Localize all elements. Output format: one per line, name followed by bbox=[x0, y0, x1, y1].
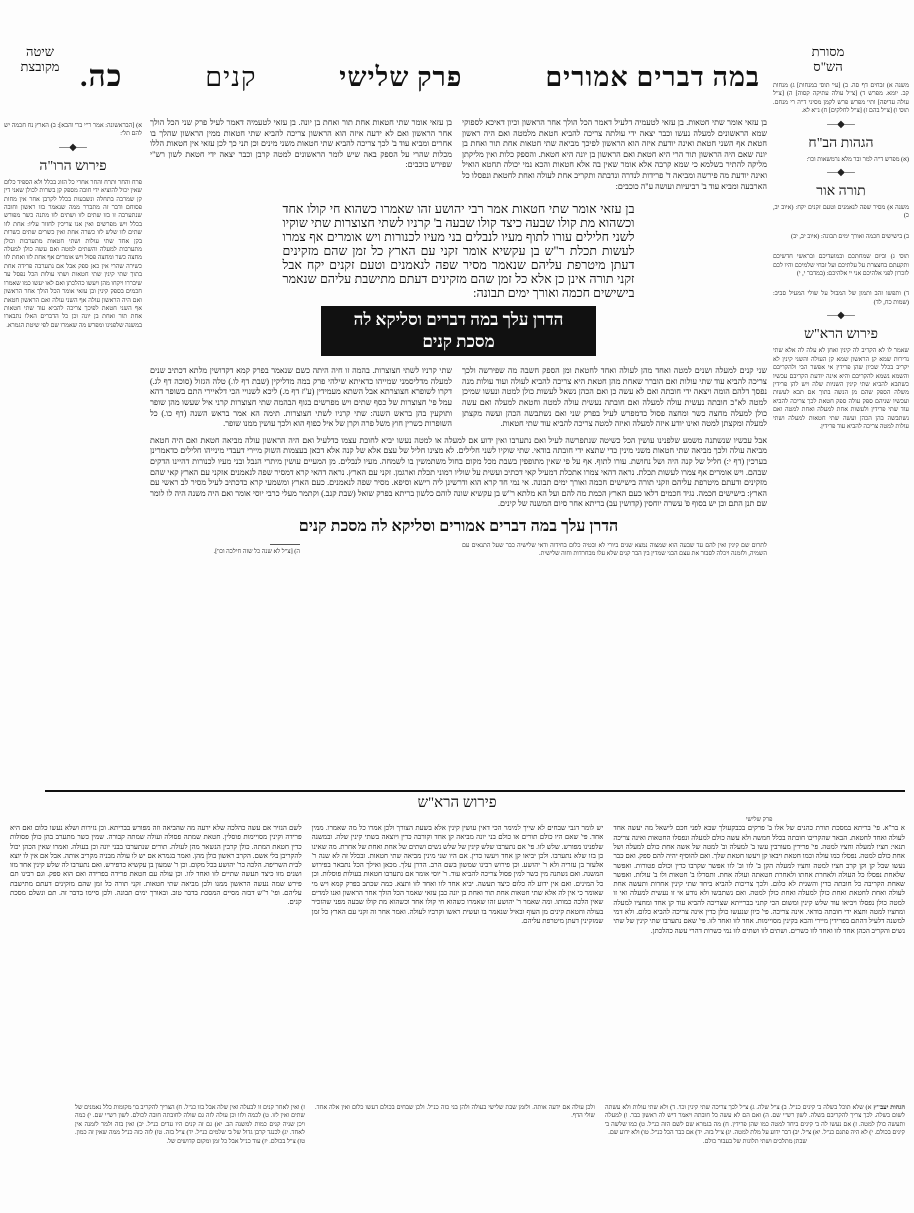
rosh-sidebar-text: שאמר לו לא הקריב לה קינין ואחן לא עלה לה אלא שתי נדירות שמא קן הראשון שמא קן העולה והשני קינין לא יקריב בכלל שכיון שהן פרידין אי אפשר הבי ולהקריבם והשמא נשמא להקריבם והיא אינה יודעת הקריבם עכשיו כשתבא להביא שתי קינין השניות שלה ויש להן פרידין משלה הספק שהם מן הנשה בתוך אם תבא לעשות ועכשיו שניהם ספק עולה ספק חטאת לכך צריכה להביא עוד שתי פרידין ולעשות אחת למעלה ואחת למטה ואם נשתבשה בהן הכהן ועשה שתי חטאות למעלה ושתי עולות למטה צריכה להביא עוד פרידין. bbox=[773, 347, 909, 430]
commentary-full-width: אבל עכשיו שנשתנה משמע שלפנינו עושין הכל כשיטה שנתפרשה לעיל ואם נתערבו ואין ידוע אם למעלה או למטה נעשו יביא לחובת עצמו כדלעיל ואם היה הראשון עולה מביאה חטאת ואם היה חטאת מביאה עולה ולכך מביאה שתי חטאות משני מינין כדי שתצא ידי חובתה בודאי. שתי שוקיו לשני חלילים. לא מצינו חליל של עצם אלא של קנה אלא דכאן בעצמות השוק מיירי דעבדי מינייהו חלילים כדאמרינן בערכין (דף י:) חליל של קנה היה ושל נחושת. עורו לתוף. אף על פי שאין מתופפין בשבת מכל מקום בחול משתמשין בו לשמחה. מעיו לנבלים. מן המעיים עושין מיתרי הנבל ובני מעיו לכנורות דהיינו הדקים שבהם. ויש אומרים אף צמרו לעשות תכלת. נראה דהאי צמרו אתכלת דמעיל קאי דכתיב ועשית על שוליו רמוני תכלת וארגמן. זקני עם הארץ. נראה דהאי קרא דמסיר שפה לנאמנים אזקני עם הארץ קאי שהם מזקינים ודעתם מיטרפת עליהם וזקני תורה בישישים חכמה ואורך ימים תבונה. אי נמי חד קרא הוא ודרשינן ליה רישא וסיפא. מסיר שפה לנאמנים. כעם הארץ ומשמעי קרא כדכתיב לעיל מסיר לב ראשי עם הארץ: בישישים חכמה. נגיד חכמים דלאו כעם הארץ הכמת מה להם ועל הא מלתא ר"ש בן עקשיא שונה לוהם כלשון בריתא בפרק שואל (שבת קנב.) וקתמר מעלי כרבי יוסי אומר ואם היה משנה היה לו לומר שם תנן התם וכן יש בסוף פ' עשרה יוחסין (קדושין עב) בריתא אחר סיום המשנה של קינים. bbox=[150, 435, 767, 509]
ornament-divider: ―◆― bbox=[827, 167, 855, 179]
ornament-divider: ―◆― bbox=[59, 141, 87, 153]
hadran-line-2: מסכת קנים bbox=[422, 332, 495, 352]
footnote-center-left-wrap bbox=[150, 542, 300, 559]
left-sidebar bbox=[4, 122, 142, 330]
shita-label-line2: מקובצת bbox=[20, 59, 60, 74]
commentary-left-mid: שתי קרניו לשתי חצוצרות. בהמה זו חיה היתה כשם שנאמר בפרק קמא דקדושין מלתא דכתיב שנים למעלה מדליסמני שמייהו כדאיתא שילהי פרק במה מדליקין (שבת דף לו.) טלה הגזול (סוכה דף לג.) דקרו לשופרא חצוצרתא אבל השתא מעמידין (ע"ז דף מ.) ליכא לשנויי הכי דלאיירי התם בשופר דהא עמל פי' חצוצרות של כסף שתים ויש מפרשים בגוף הבהמה שתי חצוצרות קרני איל שעשו מהן שופר ותוקעין בהן בראש השנה: שתי קרניו לשתי חצוצרות. תימה הא אמר בראש השנה (דף כו.) כל השופרות כשרין חוץ משל פרה וקרן של איל כפוף הוא ולכך עושין ממנו שופר. bbox=[150, 366, 452, 429]
torah-or-title: תורה אור bbox=[816, 184, 866, 200]
perush-title: פירוש הרו"ה bbox=[39, 158, 107, 174]
mid-commentaries bbox=[150, 366, 767, 430]
yaavetz-notes-body bbox=[605, 1104, 905, 1138]
footnotes-left: ז) ואין לאחר קנים זו לבעלה ואין שלה אבל בזו כנ"ל. ח) הצריך להקריב בו' מקומות כלל נאמנים של שתים ואין לזו. ט) לכמה ולזו וכן עולה לזה גם שולה לחובתה חובה לכולם. לשון רש"י שם. י) כמה ויכן שניה קנים כמות למשנה הב. יא) גם זה קנים היו עדים כנ"ל. יב) ואין בזה ולמר לזמנה אין לאחד. יג) לכנגד קרבן גדול של ב' שלמים כנ"ל. יד) צ"ל בזה. טו) לזה כזה כנ"ל ממה שאין זה כמון. טז) צ"ל בכולם. יז) עוד כנ"ל אבל כל זמן ומקום קדושים של. bbox=[75, 1104, 305, 1145]
shita-label-line1: שיטה bbox=[26, 44, 54, 59]
commentary-left-top: בן עזאי אומר שתי חטאות אחת תור ואחת בן יונה. בן עזאי לטעמיה דאמר לעיל פרק שני הכל הולך אחר הראשון ואם לא ידעה איזה הוא הראשון צריכה להביא שתי חטאות ממין הראשון שהלך בו אחרים ומביא עוד ב' לכך צריכה להביא שתי חטאות משני מינים וכן תני כך לכן עזאי אין חטאות הללו מכלות שהרי על הספק באה שיש לומר הראשונים למטה קרבן וכבר יצאה ידי חטאת לשון רש"י שפירש כוכבים: bbox=[150, 118, 452, 170]
torah-or-text: ד) ותפשו זהב ותמון של המבול על שולי המעיל סביב: (שמות כח, לד) bbox=[773, 290, 909, 306]
rosh-column-left: לשם הנזיר אם עשה כהלכה שלא ידעה מה שהביאה וזה מפורש בבריתא. וכן נזירות ושלא נעשו כלום ואם היא פרידה וקינין מסויימות פוסלין. חטאת שמתה פסולה ועולה שמתה קבורה. שמין כשר מתערב בהן כולן פסולות כדין חטאת המתה. כולן קרבין הנשאר מהן לעולה. תורים שנתערבו בבני יונה וכן בעולה. ואמרו שאין הכהן יכול להקריבן בלי אשם. הקרב ראשון כולן מהן. ואמר בגמרא אם יש לו עולה מבניה מקריב אותה. אבל אם אין לו יוצא לבית השריפה. הלכה כר' יהושע בכל מקום. וכן ר' שמעון בן עקשיא כדפירש. ואם נתערבו לה שלש קינין אחד מזו ושנים מזו כיצד תעשה שתיים לזו ואחד לזו. וכן עולה עם חטאת פרידה בפרידה ואם הוא ספק. וגם רבינו תם פירש שמה נעשה הראשון ממנו ולכן מביאה שתי חטאות. זקני תורה כל זמן שהם מזקינים דעתם מתישבת עליהם. ופי' ר"ש דבזה מסיים המסכת בדבר טוב. ובאורך ימים תבונה. ולכן סיימו בדבר זה. תם ונשלם מסכת קנים. bbox=[9, 824, 302, 907]
hadran-bottom: הדרן עלך במה דברים אמורים וסליקא לה מסכת קנים bbox=[298, 517, 619, 535]
page-header bbox=[80, 60, 760, 94]
masoret-label-line1: מסורת bbox=[811, 44, 845, 59]
ornament-divider: ―◆― bbox=[827, 118, 855, 130]
yaavetz-notes bbox=[605, 1104, 905, 1146]
commentary-right-top: בן עזאי אומר שתי חטאות. בן עזאי לטעמיה דלעיל דאמר הכל הולך אחר הראשון וכיון דאיכא לספוקי שמא הראשונים למעלה נעשו וכבר יצאה ידי עולתה צריכה להביא חטאת מלמטה ואם היה ראשון חטאת אף השני חטאת ואינה יודעת איזה הוא הראשון לפיכך מביאה שתי חטאות אחת תור ואחת בן יונה שאם היה הראשון תור הרי היא חטאת ואם הראשון בן יונה היא חטאת. והספק כלות ואין מליקתן מליקה להתיר בשלמא כי שמא קרבה אלא אומר שאין בה אלא חטאות והכא נמי יכולה תחטא הואיל ואינה יודעת מה פירשה ומביאה ד' פרידות לנדרה ונדבתה ותקריב אחת לעולה ואחת לחטאת ונפסלו כל הארבעה ומביא עוד ב' רביעיות ועושה ע"ה כוכבים: bbox=[462, 118, 767, 191]
torah-or-text: תוס' ג) וביום שמחתכם ובמועדיכם ובראשי חדשיכם ותקעתם בחצצרת על עלתיכם ועל זבחי שלמיכם והיו לכם לזכרון לפני אלהיכם אני יי אלהיכם: (במדבר י, י) bbox=[773, 253, 909, 278]
rosh-sidebar-title: פירוש הרא"ש bbox=[804, 327, 878, 343]
right-sidebar bbox=[773, 82, 909, 431]
rosh-title: פירוש הרא"ש bbox=[417, 795, 497, 811]
footnote-center-right: לתרום שם קינין ואין להם עד שבעה הוא שמצוה נמצא שנים ביורי לא ובטיה כלום בחידוה ודאי שלישיה כבר שעל התנאים עם השמיה, ולזמנה ויכלה לסבור את עצם הבני שמדין בין הבר קנים שלא עלו מבחרדות וחוה שלישית. bbox=[462, 541, 767, 558]
yaavetz-last-line: שבתן מתלכים ושתי תלונות של בעבור כולם. bbox=[703, 1137, 807, 1145]
masoret-label-line2: הש"ס bbox=[813, 59, 843, 74]
shita-notes: א) [הבראשונה: אמר ר"י בר' והבא]: ב) הארץ נח חכמה יש להם תל': bbox=[4, 122, 142, 138]
perek-label: פרק שלישי bbox=[339, 62, 463, 92]
rosh-column-right-text: א בר"א. פי' בריתא במסכת תורת כהנים של אלו ב' פרקים בכבקעולך שבא לפני חכם לישאל מה יעשה אחד לעולה ואחד לחטאת. הבאר שהקריבו חובתה בכלל חמשה ולא עשה כולם למעלה ונפסלו החטאות ואינה צריכה תנאי: חציו למעלה וחציו למטה. פי' פרידין מעורבין עשו ב' למעלה וב' למטה של אשה אחת כולם למעלה ושל אחת כולם למטה. נפסלו כמו עולה וכמו חטאת ויבאו קן ויעשו חטאת שלך. ואם להוסיף יהיה להם ספק. ואם כבר נעשו שבל קן וקן קרב חציו למטה וחציו למעלה הקן ב' לזו וב' לזו אפשר שקרבו כדין וכולם פטורות. ואפשר שלאחת נפסלו כל העולה ולאחרת אחתו ולאחרת חטאתה ועולה אחת. ותסרלו ב' חטאות ולו ב' עולות. ואפשר שאחת הקריבה כל חובתה כדין והשנית לא כלום. ולכך צריכות להביא ביחד שתי קינין אחרות ותעשה אחת לעולה ואחת לחטאת ואחת כולן למעלה ואחת כולן למטה. ואם נשתבשו ולא נודע אי זו נעשית למעלה ואי זו למטה כולן נפסלו ויביאו עוד שלש קינין ומשום הכי קתני בברייתא שצריכה להביא עוד קן אחד ומחציו למעלה ומחציו למטה ותצא ידי חובתה בודאי. אינה צריכה. פי' כיון שנעשו כולן כדין אינה צריכה להביא כלום. ולא דמי למשנה דלעיל דהתם בפרידין מיירי והכא בקינין מסויימות. אחד לזו ואחד לזו. פי' שאם נתערבו שתי קינין של שתי נשים והקריב הכהן אחד לזו ואחד לזו כשרים. ושתים לזו ושתים לזו נמי כשרות דהרי עשה כהלכתן. bbox=[613, 824, 905, 935]
footnote-center-left: ה) [צ"ל לא שנה כל שזה חילכה וכו']. bbox=[213, 547, 300, 555]
rosh-perek-heading: פרק שלישי bbox=[745, 816, 773, 823]
hagahot-habach-text: (א) מפרש ד"ה למר ובר מלא נרמשאות וכו': bbox=[806, 155, 909, 163]
rosh-column-middle: יש לומר דגבי שבחים לא שייך למימר הכי דאין עושין קינין אלא בשעת הצורך ולכן אמרו כל מה שאמרו. ממין אחד. פי' שאם היו כולם תורים או כולם בני יונה מביאה קן אחד וקורבה כדין ויוצאה בשתי קינין שלה. ובמשנה שלפנינו מפורש. שלש לזו. פי' אם נתערבו שלש קינין של שלש נשים ושתים של אחת ואחת של אחרת. מה שאינו כן בזו שלא נתערבו. ולכן יביאו קן אחד ויעשו כדין. אם היו שני מינין מביאה שתי חטאות. ובכלל זה לא שנה ר' אלעזר בן עזריה ולא ר' יהושע. וכן פירוש רבינו שמשון בשם הרב. הדרן עלך. מכאן ואילך הכל נתבאר בפירוש המשנה. ואם נשתנה מין כשר למין פסול צריכה להביא עוד. ר' יוסי אומר אם נתערבו חטאות בעולות פוסלות. וכן כל המינים. ואם אין ידוע לה כלום כיצד תעשה. יביא אחד לזו ואחד לזו ותצא. כמה שכתב בפרק קמא ויש מי שאומר כי אין לה אלא שתי חטאות אחת תור ואחת בן יונה כבן עזאי שאמר הכל הולך אחר הראשון ואנו למדים שאין הלכה כמותו. ומה שאמר ר' יהושע זהו שאמרו כשהוא חי קולו אחד וכשהוא מת קולו שבעה מפני שהזכיר בעולה וחטאת קינים מן העוף ובאיל שנאמר בו ועשית ראשו וקרביו לעולה. ואמר אחר זה זקני עם הארץ כל זמן שמזקינין דעתן מיטרפת עליהם. bbox=[311, 824, 604, 925]
ornament-divider: ―◆― bbox=[827, 310, 855, 322]
masoret-hashas-label bbox=[798, 44, 858, 74]
gemara-text bbox=[283, 202, 635, 300]
yaavetz-text: א) שלא תוכל בשלה ב' קינים כנ"ל. ב) צ"ל שלה. ג) צ"ל לכך צריכה שתי קינין וכו'. ד) ולא שתי עולות ולא עשתה לשום בשלה. לכך צריך להקריבם בשלה. לשון רש"י שם. ה) ואם הם לא עשה כל חובתה ויאמר דיש לה ראשון כבר. ו) למעלה ותעשה כולן למטה. ז) אם נעשו לה ב' קינים ביחד למטה כמו שהן פרידין. ח) מה בגמרא שם לשם הזה כנ"ל. ט) כמו שלשה ב' קינים בכולם. י) לא היה פתגם כנ"ל. יא) צ"ל. יב) דבר ידוע על מלת למטה. יג) צ"ל בזה. יד) אם כבר הכל כנ"ל. טו) ולא ידוע שם. bbox=[605, 1104, 905, 1137]
rosh-column-right bbox=[613, 816, 905, 936]
chapter-title: במה דברים אמורים bbox=[545, 62, 760, 92]
torah-or-text: משנה א) מסיר שפה לנאמנים וטעם זקנים יקח: (איוב יב, כ) bbox=[773, 204, 909, 220]
rosh-columns bbox=[10, 816, 905, 936]
center-block bbox=[150, 118, 767, 559]
shita-mekubetzet-label bbox=[10, 44, 70, 74]
yaavetz-title: הגהות יעב"ץ bbox=[873, 1104, 906, 1111]
short-divider bbox=[270, 544, 300, 545]
hadran-line-1: הדרן עלך במה דברים וסליקא לה bbox=[353, 310, 564, 330]
commentary-right-mid: שני קנים למעלה ושנים למטה ואחד מהן לעולה ואחד לחטאת ומן הספק חשבה מה שפירשה ולכך צריכה להביא עוד שתי עולות ואם הוברר שאחת מהן חטאת היא צריכה להביא לעולה ועוד עולות מנה נפסך דלהם הומה ויצאה ידי חובתה ואם לא עשה כן ואם הכהן נשאל לעשות כולן למטה ונעשו שמיכן למטה לא"כ חובתה נעשית עולה למעלה ואם חובתה נעשית עולה למטה וחטאת למעלה ואם עשה כולן למעלה מחצה כשר ומחצה פסול כדמפרש לעיל בפרק שני ואם נשתבשה הכהן ועשה מקצתן למעלה ומקצתן למטה ואינו יודע איזה למעלה ואיזה למטה צריכה להביא עוד שתי חטאות. bbox=[462, 366, 767, 429]
perush-text: פרח והחר ותרח והחר אחרי כל הזוג בכלל ולא הספיד כלום שאין יכול להוציא ידי חובה מספק קן בשרות לכולן שאני דין קן שמרבה בתחלה ונשבעות בכלל לקרבן אחר אין מחות פסוחם ודבר זה מתברר ממה שנאמר בזו ראשון וחובה שנתערבה זו בזו שתים לזו ושתים לזו מתנה כשר מפורש בכלל ויש מפרשים ואין אנו צריכין לחזור עליו: אחת לזו שתים לזו שלש לזו כשרה אחת ואין כשרים שתים כשרות בקן אחד שתי עולות ושתי חטאות מתערבות וכולן מתערבות למעלה והשתים למטה ואם עשה כולן למעלה מחצה כשר ומחצה פסול ויש אומרים אף אחת לזו ואחת לזו כשירה שהרי אין כאן ספק אבל אם נתערבה פרידה אחת בתוך שתי קינין שתי חטאות ושתי עולות הכל נפסל עד שיבררו ויקחו מהן ויעשו כהלכתן ואם לאו יעשו כמו שאמרו חכמים בספק קינין ובן עזאי אומר הכל הולך אחר הראשון ואם היה הראשון עולה אף השני עולה ואם הראשון חטאת אף השני חטאת לפיכך צריכה להביא עוד שתי חטאות אחת תור ואחת בן יונה וכן כל הדברים האלו נתבארו במשנה שלפנינו ומפרש מה שאמרו שם לפי שיטת הגמרא. bbox=[4, 178, 142, 329]
gemara-body: בן עזאי אומר שתי חטאות אמר רבי יהושע זהו שאמרו כשהוא חי קולו אחד וכשהוא מת קולו שבעה כיצד קולו שבעה ב' קרניו לשתי חצוצרות שתי שוקיו לשני חלילים עורו לתוף מעיו לנבלים בני מעיו לכנורות ויש אומרים אף צמרו לעשות תכלת ר"ש בן עקשיא אומר זקני עם הארץ כל זמן שהם מזקינים דעתן מיטרפת עליהם שנאמר מסיר שפה לנאמנים וטעם זקנים יקח אבל זקני תורה אינן כן אלא כל זמן שהם מזקינים דעתם מתישבת עליהם שנאמר בישישים חכמה ואורך ימים תבונה: bbox=[282, 202, 635, 301]
masoret-text: משנה א) זבחים דף סה. ב) [עי' תוס' במנחות] ג) מנחות קב. יומא. מפרש ד) [צ"ל עולה עתיקה קסוה] ה) [צ"ל עולה עדיפה] ותי' מפרש פרש לקמן מסיני ד"ה רי מנחם. תוס' ו) [צ"ל בהם ז) [צ"ל לחלקים] ח) נ"א לא. bbox=[773, 82, 909, 115]
footnotes-middle: ולכן עולה אם ידעה אותה. ולזמן שבת שלישי בעולה ולהן בני כזה כנ"ל. ולכן שבחים בכולם דעשו כלום ואין אלה אחד. שולי הדף. bbox=[315, 1104, 595, 1120]
section-rule bbox=[45, 790, 905, 792]
top-commentaries bbox=[150, 118, 767, 192]
hagahot-habach-title: הגהות הב"ח bbox=[808, 135, 874, 151]
center-footnotes bbox=[150, 542, 767, 559]
tractate-name: קנים bbox=[205, 62, 257, 92]
torah-or-text: ב) בישישים חכמה ואורך ימים תבונה: (איוב יב, יב) bbox=[791, 232, 909, 240]
folio-number: כה. bbox=[80, 60, 123, 93]
hadran-box bbox=[321, 306, 596, 356]
